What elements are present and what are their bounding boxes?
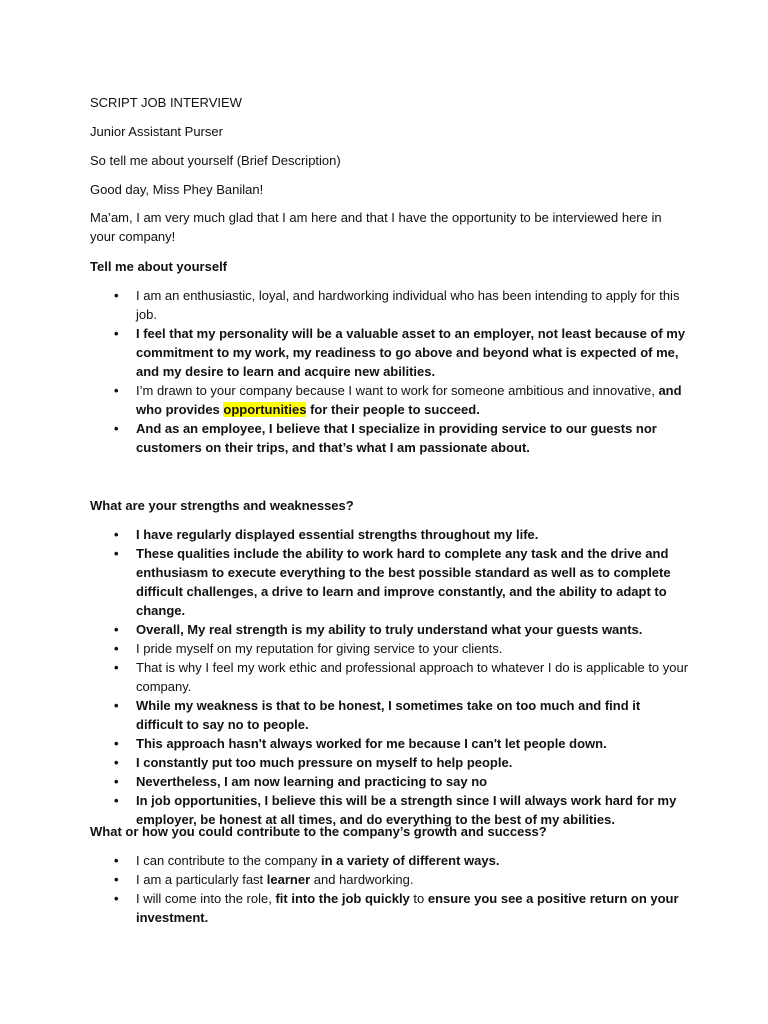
list-item: • While my weakness is that to be honest, I sometimes take on too much and find it difficult to say no to people.: [114, 698, 641, 732]
heading-strengths: What are your strengths and weaknesses?: [90, 498, 354, 513]
about-list: [90, 286, 690, 457]
bullet-icon: •: [114, 774, 119, 789]
list-item: • In job opportunities, I believe this will be a strength since I will always work hard for my employer, be honest at all times, and do everything to the best of my abilities.: [114, 793, 677, 827]
bullet-icon: •: [114, 660, 119, 675]
bullet-icon: •: [114, 891, 119, 906]
list-item: • I can contribute to the company in a variety of different ways.: [114, 853, 500, 868]
list-item: • This approach hasn't always worked for me because I can't let people down.: [114, 736, 607, 751]
bullet-icon: •: [114, 622, 119, 637]
question-intro: So tell me about yourself (Brief Description): [90, 153, 341, 168]
greeting-line: Good day, Miss Phey Banilan!: [90, 182, 264, 197]
list-item: • I have regularly displayed essential strengths throughout my life.: [114, 527, 539, 542]
bullet-icon: •: [114, 872, 119, 887]
bullet-icon: •: [114, 326, 119, 341]
bullet-icon: •: [114, 383, 119, 398]
list-item: • Nevertheless, I am now learning and practicing to say no: [114, 774, 488, 789]
list-item: • These qualities include the ability to work hard to complete any task and the drive and enthusiasm to execute everything to the best possible standard as well as to complete difficult challenges, a drive to learn and improve constantly, and the ability to adapt to change.: [114, 546, 671, 618]
list-item: • Overall, My real strength is my ability to truly understand what your guests wants.: [114, 622, 643, 637]
list-item: • I feel that my personality will be a valuable asset to an employer, not least because of my commitment to my work, my readiness to go above and beyond what is expected of me, and my desire to learn and acquire new abilities.: [114, 326, 686, 379]
bullet-icon: •: [114, 421, 119, 436]
document-title: SCRIPT JOB INTERVIEW: [90, 95, 242, 110]
bullet-icon: •: [114, 288, 119, 303]
heading-contribute: What or how you could contribute to the company’s growth and success?: [90, 824, 547, 839]
strengths-list: [90, 525, 690, 829]
position-line: Junior Assistant Purser: [90, 124, 223, 139]
bullet-icon: •: [114, 698, 119, 713]
list-item: • I pride myself on my reputation for giving service to your clients.: [114, 641, 503, 656]
bullet-icon: •: [114, 546, 119, 561]
opening-paragraph: Ma’am, I am very much glad that I am here and that I have the opportunity to be interviewed here in your company!: [90, 210, 662, 244]
bullet-icon: •: [114, 736, 119, 751]
bullet-icon: •: [114, 641, 119, 656]
list-item: • I will come into the role, fit into the job quickly to ensure you see a positive return on your investment.: [114, 891, 679, 925]
list-item: • I am a particularly fast learner and hardworking.: [114, 872, 414, 887]
bullet-icon: •: [114, 527, 119, 542]
list-item: • And as an employee, I believe that I specialize in providing service to our guests nor customers on their trips, and that’s what I am passionate about.: [114, 421, 657, 455]
contribute-list: [90, 851, 690, 927]
highlighted-word: opportunities: [223, 402, 307, 417]
list-item: • I constantly put too much pressure on myself to help people.: [114, 755, 513, 770]
list-item: • I am an enthusiastic, loyal, and hardworking individual who has been intending to apply for this job.: [114, 288, 680, 322]
bullet-icon: •: [114, 793, 119, 808]
bullet-icon: •: [114, 853, 119, 868]
heading-tell-me: Tell me about yourself: [90, 259, 228, 274]
bullet-icon: •: [114, 755, 119, 770]
list-item: • I’m drawn to your company because I want to work for someone ambitious and innovative, and who provides opportunities for their people to succeed.: [114, 383, 682, 417]
list-item: • That is why I feel my work ethic and professional approach to whatever I do is applicable to your company.: [114, 660, 689, 694]
